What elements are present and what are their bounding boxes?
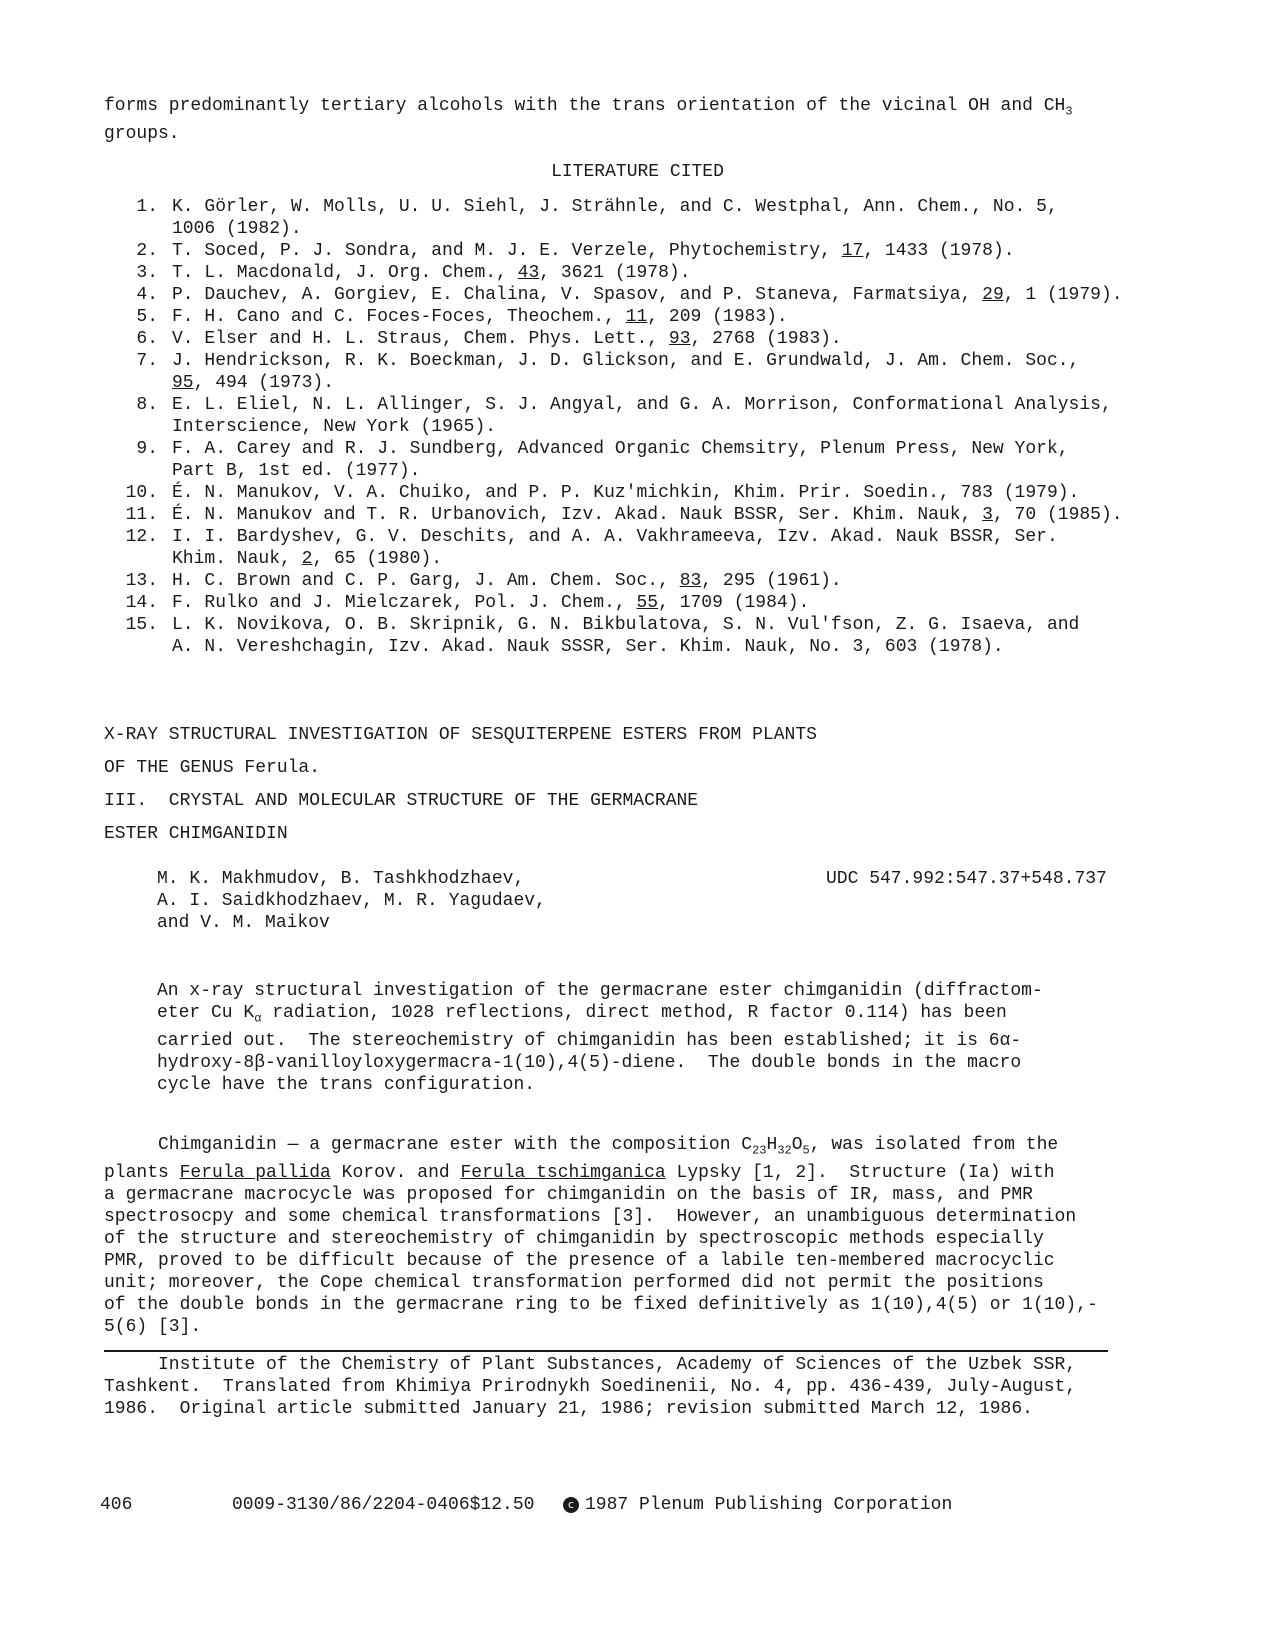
- reference-item: 7. J. Hendrickson, R. K. Boeckman, J. D. Glickson, and E. Grundwald, J. Am. Chem. Soc., 95, 494 (1973).: [136, 351, 1080, 393]
- article-title-line: OF THE GENUS Ferula.: [104, 758, 321, 778]
- reference-item: 8. E. L. Eliel, N. L. Allinger, S. J. Angyal, and G. A. Morrison, Conformational Analysis, Interscience, New York (1965).: [136, 395, 1112, 437]
- reference-item: 6. V. Elser and H. L. Straus, Chem. Phys. Lett., 93, 2768 (1983).: [136, 329, 842, 349]
- reference-item: 11. É. N. Manukov and T. R. Urbanovich, Izv. Akad. Nauk BSSR, Ser. Khim. Nauk, 3, 70 (1985).: [125, 505, 1123, 525]
- reference-item: 4. P. Dauchev, A. Gorgiev, E. Chalina, V. Spasov, and P. Staneva, Farmatsiya, 29, 1 (1979).: [136, 285, 1123, 305]
- literature-title: LITERATURE CITED: [551, 162, 724, 182]
- udc-code: UDC 547.992:547.37+548.737: [826, 869, 1107, 889]
- copyright-line: c 1987 Plenum Publishing Corporation: [563, 1494, 952, 1516]
- footnote: Institute of the Chemistry of Plant Substances, Academy of Sciences of the Uzbek SSR, Tashkent. Translated from Khimiya Prirodnykh Soedinenii, No. 4, pp. 436-439, July-August, 1986. Original article submitted January 21, 1986; revision submitted March 12, 1986.: [104, 1355, 1077, 1419]
- copyright-icon: c: [563, 1497, 579, 1513]
- article-title-line: X-RAY STRUCTURAL INVESTIGATION OF SESQUITERPENE ESTERS FROM PLANTS: [104, 725, 817, 745]
- author-list: M. K. Makhmudov, B. Tashkhodzhaev, A. I. Saidkhodzhaev, M. R. Yagudaev, and V. M. Maikov: [157, 869, 546, 933]
- reference-item: 14. F. Rulko and J. Mielczarek, Pol. J. Chem., 55, 1709 (1984).: [125, 593, 810, 613]
- reference-item: 1. K. Görler, W. Molls, U. U. Siehl, J. Strähnle, and C. Westphal, Ann. Chem., No. 5, 1006 (1982).: [136, 197, 1058, 239]
- reference-item: 3. T. L. Macdonald, J. Org. Chem., 43, 3621 (1978).: [136, 263, 691, 283]
- abstract: An x-ray structural investigation of the germacrane ester chimganidin (diffractom- eter Cu $K_\alpha$ radiation, 1028 reflections, direct method, R factor 0.114) has been carried out. The stereochemistry of chimganidin has been established; it is 6α- hydroxy-8β-vanilloyloxygermacra-1(10),4(5)-diene. The double bonds in the macro cycle have the trans configuration.: [157, 981, 1043, 1095]
- publication-code: 0009-3130/86/2204-0406$12.50: [232, 1495, 535, 1515]
- reference-list: [104, 196, 1184, 658]
- page-number: 406: [100, 1495, 133, 1515]
- intro-paragraph: [104, 95, 1073, 145]
- article-title-line: ESTER CHIMGANIDIN: [104, 824, 288, 844]
- footnote-divider: [104, 1350, 1108, 1352]
- intro-line-2: groups.: [104, 123, 180, 144]
- species-name: Ferula pallida: [179, 1162, 331, 1183]
- reference-item: 9. F. A. Carey and R. J. Sundberg, Advanced Organic Chemsitry, Plenum Press, New York, Part B, 1st ed. (1977).: [136, 439, 1069, 481]
- body-paragraph: Chimganidin — a germacrane ester with the composition $C_{23}H_{32}O_5$, was isolated from the plants Ferula pallida Korov. and Ferula tschimganica Lypsky [1, 2]. Structure (Ia) with a germacrane macrocycle was proposed for chimganidin on the basis of IR, mass, and PMR spectrosocpy and some chemical transformations [3]. However, an unambiguous determination of the structure and stereochemistry of chimganidin by spectroscopic methods especially PMR, proved to be difficult because of the presence of a labile ten-membered macrocyclic unit; moreover, the Cope chemical transformation performed did not permit the positions of the double bonds in the germacrane ring to be fixed definitively as 1(10),4(5) or 1(10),- 5(6) [3].: [104, 1135, 1098, 1337]
- reference-item: 10. É. N. Manukov, V. A. Chuiko, and P. P. Kuz'michkin, Khim. Prir. Soedin., 783 (1979).: [125, 483, 1080, 503]
- reference-item: 5. F. H. Cano and C. Foces-Foces, Theochem., 11, 209 (1983).: [136, 307, 788, 327]
- reference-item: 15. L. K. Novikova, O. B. Skripnik, G. N. Bikbulatova, S. N. Vul'fson, Z. G. Isaeva, and A. N. Vereshchagin, Izv. Akad. Nauk SSSR, Ser. Khim. Nauk, No. 3, 603 (1978).: [125, 615, 1080, 657]
- intro-subscript: 3: [1065, 104, 1073, 119]
- intro-line-1: forms predominantly tertiary alcohols with the trans orientation of the vicinal OH and CH: [104, 96, 1066, 116]
- species-name: Ferula tschimganica: [460, 1162, 666, 1183]
- reference-item: 12. I. I. Bardyshev, G. V. Deschits, and A. A. Vakhrameeva, Izv. Akad. Nauk BSSR, Ser. Khim. Nauk, 2, 65 (1980).: [125, 527, 1058, 569]
- article-title-line: III. CRYSTAL AND MOLECULAR STRUCTURE OF THE GERMACRANE: [104, 791, 699, 811]
- reference-item: 13. H. C. Brown and C. P. Garg, J. Am. Chem. Soc., 83, 295 (1961).: [125, 571, 842, 591]
- reference-item: 2. T. Soced, P. J. Sondra, and M. J. E. Verzele, Phytochemistry, 17, 1433 (1978).: [136, 241, 1015, 261]
